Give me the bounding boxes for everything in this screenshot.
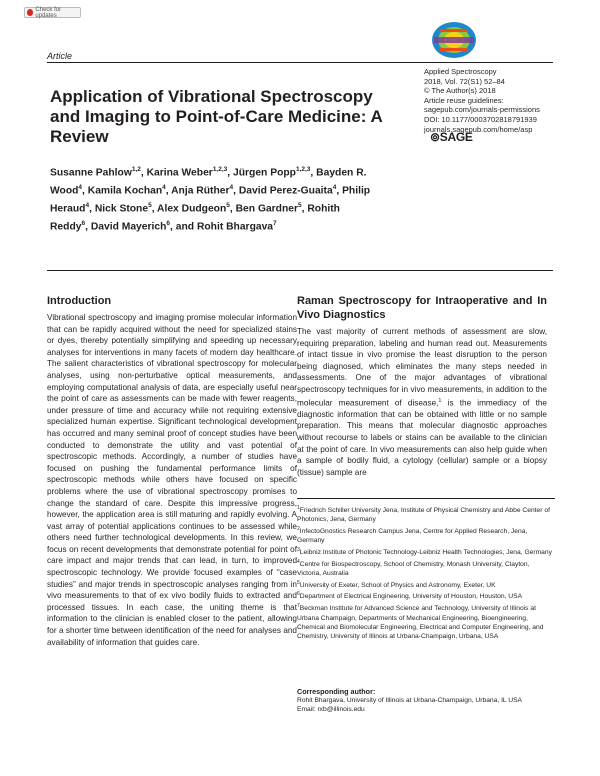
- article-title: Application of Vibrational Spectroscopy and Imaging to Point-of-Care Medicine: A Review: [50, 87, 383, 146]
- affiliation-number: 5: [297, 579, 300, 586]
- affiliation-item: [297, 558, 555, 578]
- author-name: Rohit Bhargava: [196, 221, 274, 233]
- author-affiliation-mark: 4: [162, 184, 166, 192]
- raman-section: [297, 294, 547, 478]
- affiliation-item: [297, 504, 555, 524]
- author-name: Alex Dudgeon: [157, 203, 227, 215]
- author-affiliation-mark: 6: [81, 220, 86, 228]
- author-affiliation-mark: 7: [273, 220, 277, 228]
- raman-heading: Raman Spectroscopy for Intraoperative and In Vivo Diagnostics: [297, 295, 547, 321]
- affiliation-text: Centre for Biospectroscopy, School of Chemistry, Monash University, Clayton, Victoria, Australia: [297, 560, 530, 577]
- raman-text: [297, 326, 547, 478]
- author-affiliation-mark: 4: [332, 184, 337, 192]
- author-affiliation-mark: 1,2,3: [295, 166, 311, 173]
- raman-text-b: is the immediacy of the diagnostic information that can be obtained with little or no sample preparation. This means that molecular diagnostic approaches without recourse to labels or stains can be available to the clinician at the point of care. In vivo measurements can also help guide when a sample of bodily fluid, a cytology (cellular) sample or a biopsy (tissue) sample are: [297, 398, 547, 477]
- affiliation-number: 6: [297, 591, 300, 598]
- affiliation-item: [297, 602, 555, 641]
- author-name: Rohith Reddy: [50, 203, 340, 233]
- affiliation-item: [297, 590, 555, 601]
- affiliation-number: 4: [297, 558, 300, 565]
- author-name: Kamila Kochan: [87, 185, 163, 197]
- reference-1[interactable]: 1: [438, 397, 442, 404]
- author-affiliation-mark: 1,2,3: [212, 166, 228, 173]
- author-rule: [47, 270, 553, 271]
- journal-url[interactable]: journals.sagepub.com/home/asp: [424, 124, 533, 134]
- journal-reuse: Article reuse guidelines:: [424, 95, 504, 105]
- corresponding-name: Rohit Bhargava, University of Illinois at Urbana-Champaign, Urbana, IL USA: [297, 697, 523, 705]
- author-affiliation-mark: 6: [166, 220, 171, 228]
- raman-text-a: The vast majority of current methods of assessment are slow, requiring preparation, labeling and human read out. Measurements of intact tissue in vivo promise the least disruption to the person being diagnosed, which eliminates the many steps needed in assessments. One of the major advantages of vibrational spectroscopy techniques for in vivo measurements, in addition to the molecular measurement of disease,: [297, 327, 547, 408]
- affiliation-text: Department of Electrical Engineering, University of Houston, Houston, USA: [299, 593, 523, 601]
- corresponding-email[interactable]: Email: rxb@illinois.edu: [297, 706, 365, 714]
- publisher-name: SAGE: [439, 130, 473, 144]
- affiliation-number: 1: [297, 505, 300, 511]
- author-affiliation-mark: 4: [85, 202, 90, 210]
- authors-and: and: [175, 221, 195, 233]
- introduction-heading: Introduction: [47, 295, 112, 307]
- author-name: Susanne Pahlow: [50, 167, 132, 179]
- author-affiliation-mark: 5: [226, 202, 230, 210]
- journal-volume: 2018, Vol. 72(S1) 52–84: [424, 76, 505, 86]
- publisher-logo: ⊚SAGE: [430, 130, 473, 144]
- affiliation-item: [297, 546, 555, 557]
- affiliation-number: 2: [297, 525, 300, 532]
- author-name: Karina Weber: [146, 167, 213, 179]
- journal-copyright: © The Author(s) 2018: [424, 86, 496, 96]
- author-name: Philip Heraud: [50, 185, 371, 215]
- affiliation-number: 7: [297, 603, 300, 610]
- affiliation-text: Leibniz Institute of Photonic Technology-Leibniz Health Technologies, Jena, Germany: [299, 549, 552, 557]
- update-icon: [27, 9, 33, 16]
- author-name: Ben Gardner: [235, 203, 298, 215]
- badge-label: Check for updates: [35, 6, 62, 19]
- corresponding-label: Corresponding author:: [297, 687, 376, 696]
- author-affiliation-mark: 1,2: [131, 166, 141, 173]
- article-type-label: Article: [47, 51, 73, 61]
- affiliation-text: Beckman Institute for Advanced Science and Technology, University of Illinois at Urbana Champaign, Departments of Mechanical Engineering, Bioengineering, Chemical and Biomolecular Engineering, Electrical and Computer Engineering, and Chemistry, University of Illinois at Urbana-Champaign, Urbana, USA: [297, 605, 544, 640]
- corresponding-author: [297, 687, 555, 714]
- author-list: Susanne Pahlow$^{1,2}$, Karina Weber$^{1,2,3}$, Jürgen Popp$^{1,2,3}$, Bayden R. Wood$^4$, Kamila Kochan$^4$, Anja Rüther$^4$, David Perez-Guaita$^4$, Philip Heraud$^4$, Nick Stone$^5$, Alex Dudgeon$^5$, Ben Gardner$^5$, Rohith Reddy$^6$, David Mayerich$^6$, and Rohit Bhargava$^7$: [50, 166, 371, 233]
- author-name: David Mayerich: [90, 221, 167, 233]
- author-name: Anja Rüther: [171, 185, 230, 197]
- author-affiliation-mark: 5: [298, 202, 302, 210]
- affiliation-text: InfectoGnostics Research Campus Jena, Centre for Applied Research, Jena, Germany: [297, 528, 528, 545]
- author-name: Jürgen Popp: [233, 167, 296, 179]
- author-name: David Perez-Guaita: [238, 185, 333, 197]
- affiliation-number: 3: [297, 546, 300, 553]
- journal-logo-icon: [412, 17, 496, 63]
- journal-doi[interactable]: DOI: 10.1177/0003702818791939: [424, 114, 537, 124]
- check-for-updates-badge[interactable]: [24, 7, 81, 18]
- affiliation-item: [297, 525, 555, 545]
- introduction-section: [47, 294, 297, 648]
- introduction-text: Vibrational spectroscopy and imaging promise molecular information that can be rapidly acquired without the need for specialized stains or dyes, thereby potentially simplifying and speeding up necessary analyses for interventions in many facets of modern day healthcare. The salient characteristics of vibrational spectroscopy for molecular analyses, using non-perturbative optical measurements, and employing computational analysis of data, are especially useful near the point of care as assessments can be made with fewer reagents, under pressure of time and accuracy while not requiring extensive specialized human expertise. Significant technological development has occurred and many seminal proof of concept studies have been conducted to demonstrate the utility and vast potential of spectroscopic methods. Accordingly, a number of studies have focused on pushing the fundamental performance limits of spectroscopic methods while others have focused on specific problems where the use of vibrational spectroscopy promises to change the standard of care. Despite this impressive progress, however, the application area is still maturing and rapidly evolving. A vast array of potential applications continues to be assessed while others need further technological developments. In this review, we focus on recent developments that demonstrate potential for point of care impact and major trends that can lead, in turn, to improved spectroscopic technology. We provide focused examples of “case studies” and major trends in spectroscopic analyses ranging from in vivo measurements to that of ex vivo bodily fluids to extracted and processed tissues. In each case, the uniting theme is that information to the clinician is enabled closer to the patient, allowing for a shorter time between identification of the need for analyses and availability of information that guides care.: [47, 313, 297, 647]
- journal-name: Applied Spectroscopy: [424, 67, 497, 76]
- author-affiliation-mark: 4: [229, 184, 234, 192]
- author-name: Nick Stone: [94, 203, 149, 215]
- author-affiliation-mark: 4: [78, 184, 83, 192]
- journal-reuse-link[interactable]: sagepub.com/journals-permissions: [424, 105, 540, 115]
- affiliations: [297, 504, 555, 641]
- author-name: Bayden R. Wood: [50, 167, 367, 197]
- affiliation-text: University of Exeter, School of Physics and Astronomy, Exeter, UK: [299, 581, 496, 589]
- affiliation-text: Friedrich Schiller University Jena, Institute of Physical Chemistry and Abbe Center of Photonics, Jena, Germany: [297, 507, 550, 524]
- affiliation-item: [297, 579, 555, 590]
- journal-info: [424, 67, 540, 134]
- affiliation-rule: [297, 498, 555, 499]
- author-affiliation-mark: 5: [148, 202, 152, 210]
